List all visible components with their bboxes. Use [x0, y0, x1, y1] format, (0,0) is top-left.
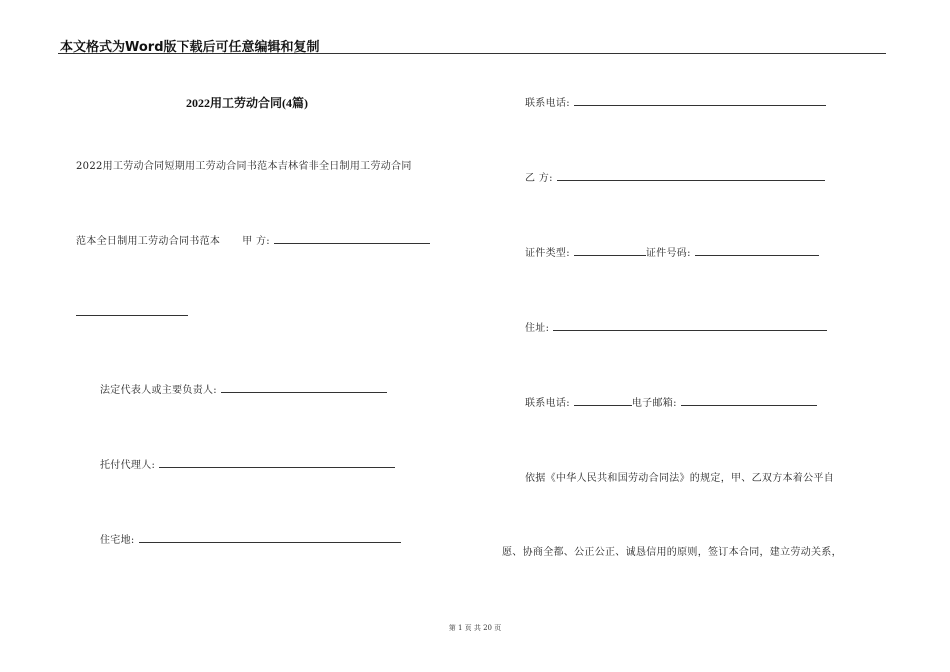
body-text-2: 愿、协商全都、公正公正、诚恳信用的原则，签订本合同，建立劳动关系， [502, 547, 842, 558]
agent-line [100, 456, 395, 471]
legal-rep-label: 法定代表人或主要负责人: [100, 385, 217, 396]
residence-label: 住宅地: [100, 535, 135, 546]
party-a-field[interactable] [274, 233, 430, 244]
party-a-label: 甲 方: [242, 236, 270, 247]
email-field[interactable] [681, 395, 817, 406]
email-label: 电子邮箱: [631, 398, 677, 409]
body-text-1: 依据《中华人民共和国劳动合同法》的规定，甲、乙双方本着公平自 [525, 473, 834, 484]
body-paragraph-line-1 [525, 469, 834, 484]
phone2-field[interactable] [574, 395, 632, 406]
contact-line [525, 394, 817, 409]
residence-field[interactable] [139, 532, 401, 543]
party-b-label: 乙 方: [525, 173, 553, 184]
document-title: 2022用工劳动合同(4篇) [186, 96, 308, 110]
legal-rep-field[interactable] [221, 382, 387, 393]
intro-text-2: 范本全日制用工劳动合同书范本 [76, 236, 221, 247]
intro-line-1 [76, 157, 412, 172]
page-number-footer: 第 1 页 共 20 页 [448, 624, 502, 632]
phone-line [525, 94, 826, 109]
document-header-banner: 本文格式为Word版下载后可任意编辑和复制 [60, 40, 320, 55]
phone-field[interactable] [574, 95, 826, 106]
intro-text-1: 2022用工劳动合同短期用工劳动合同书范本吉林省非全日制用工劳动合同 [76, 161, 412, 172]
address-line [525, 319, 827, 334]
id-line [525, 244, 819, 259]
agent-label: 托付代理人: [100, 460, 156, 471]
address-label: 住址: [525, 323, 550, 334]
body-paragraph-line-2 [502, 543, 842, 558]
party-a-field-continuation[interactable] [76, 315, 188, 316]
id-type-label: 证件类型: [525, 248, 570, 259]
header-divider [58, 53, 886, 54]
agent-field[interactable] [159, 457, 395, 468]
party-b-field[interactable] [557, 170, 825, 181]
address-field[interactable] [553, 320, 827, 331]
id-type-field[interactable] [574, 245, 646, 256]
id-number-field[interactable] [695, 245, 819, 256]
residence-line [100, 531, 401, 546]
intro-line-2 [76, 232, 430, 247]
legal-rep-line [100, 381, 387, 396]
party-b-line [525, 169, 825, 184]
phone-label: 联系电话: [525, 98, 570, 109]
id-number-label: 证件号码: [645, 248, 691, 259]
phone2-label: 联系电话: [525, 398, 570, 409]
